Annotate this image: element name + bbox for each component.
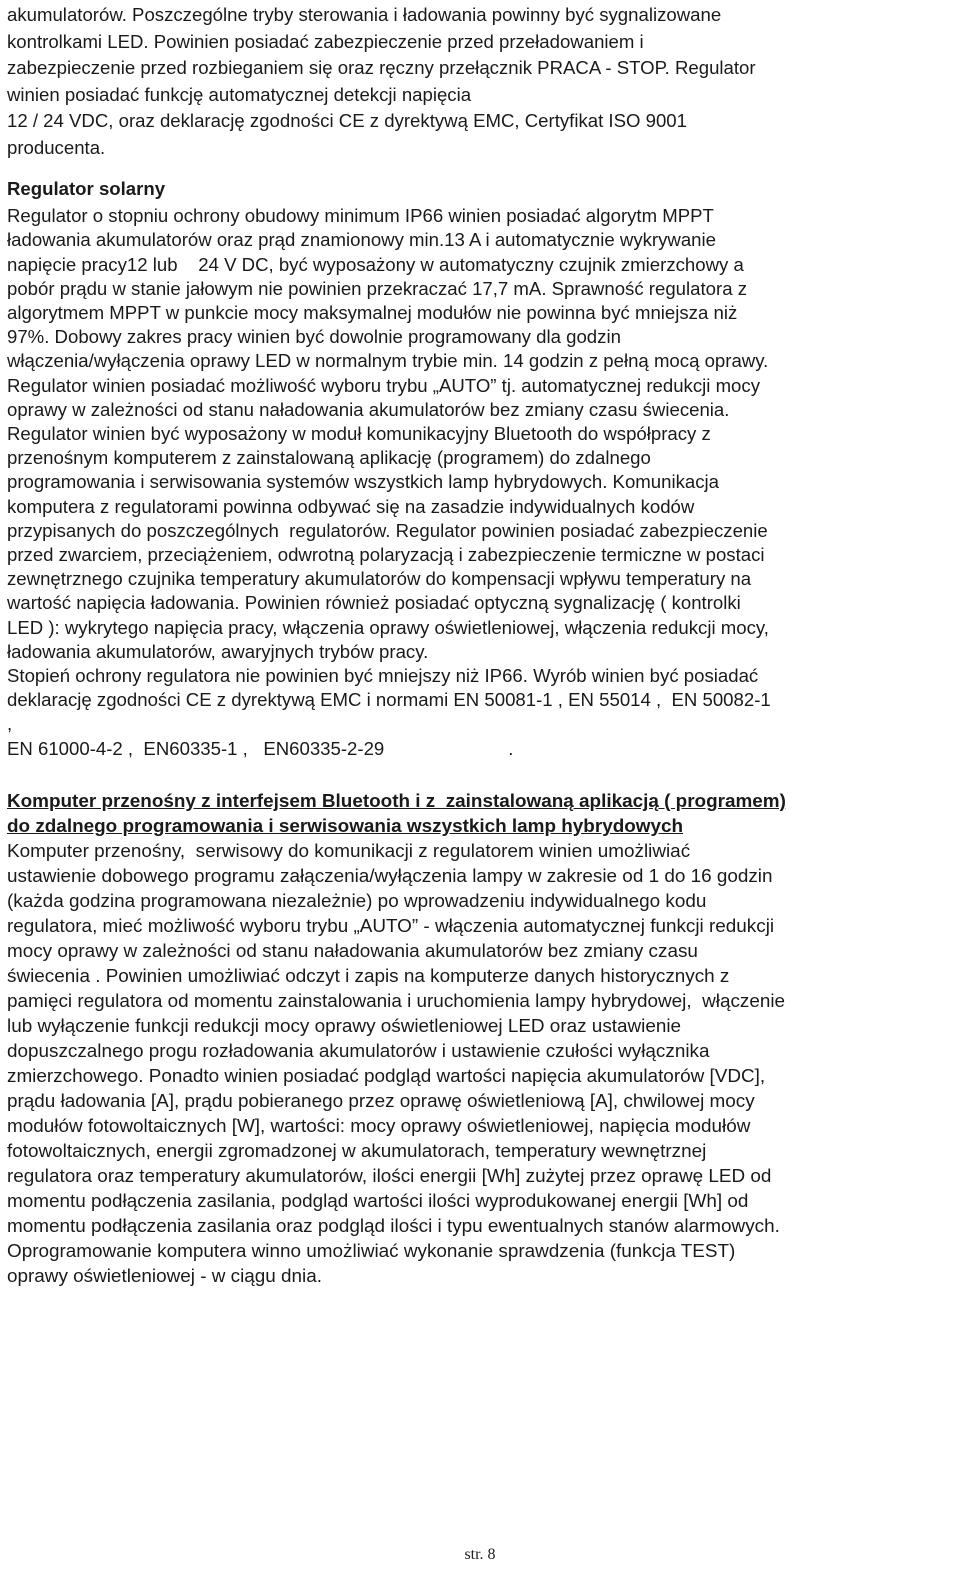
text-line: akumulatorów. Poszczególne tryby sterowania i ładowania powinny być sygnalizowane <box>7 4 722 25</box>
text-line: przypisanych do poszczególnych regulatorów. Regulator powinien posiadać zabezpieczenie <box>7 519 768 541</box>
text-line: zmierzchowego. Ponadto winien posiadać podgląd wartości napięcia akumulatorów [VDC], <box>7 1065 766 1087</box>
text-line: Regulator o stopniu ochrony obudowy minimum IP66 winien posiadać algorytm MPPT <box>7 205 714 227</box>
document-page <box>7 0 953 1289</box>
text-line: prądu ładowania [A], prądu pobieranego przez oprawę oświetleniową [A], chwilowej mocy <box>7 1090 755 1112</box>
text-line: przed zwarciem, przeciążeniem, odwrotną polaryzacją i zabezpieczenie termiczne w postaci <box>7 544 765 565</box>
page-number: str. 8 <box>464 1546 496 1563</box>
regulator-section-body <box>7 204 953 761</box>
text-line: kontrolkami LED. Powinien posiadać zabezpieczenie przed przeładowaniem i <box>7 30 644 52</box>
text-line: regulatora oraz temperatury akumulatorów, ilości energii [Wh] zużytej przez oprawę LED od <box>7 1165 772 1187</box>
text-line: dopuszczalnego progu rozładowania akumulatorów i ustawienie czułości wyłącznika <box>7 1040 710 1062</box>
text-line: świecenia . Powinien umożliwiać odczyt i zapis na komputerze danych historycznych z <box>7 965 730 987</box>
text-line: fotowoltaicznych, energii zgromadzonej w akumulatorach, temperatury wewnętrznej <box>7 1140 707 1162</box>
text-line: 97%. Dobowy zakres pracy winien być dowolnie programowany dla godzin <box>7 326 621 348</box>
text-line: Oprogramowanie komputera winno umożliwiać wykonanie sprawdzenia (funkcja TEST) <box>7 1240 736 1262</box>
text-line: zewnętrznego czujnika temperatury akumulatorów do kompensacji wpływu temperatury na <box>7 568 752 590</box>
text-line: programowania i serwisowania systemów wszystkich lamp hybrydowych. Komunikacja <box>7 471 719 493</box>
text-line: lub wyłączenie funkcji redukcji mocy oprawy oświetleniowej LED oraz ustawienie <box>7 1015 682 1037</box>
text-line: oprawy w zależności od stanu naładowania akumulatorów bez zmiany czasu świecenia. <box>7 398 730 420</box>
text-line: momentu podłączenia zasilania, podgląd wartości ilości wyprodukowanej energii [Wh] od <box>7 1190 749 1212</box>
text-line: napięcie pracy12 lub 24 V DC, być wyposażony w automatyczny czujnik zmierzchowy a <box>7 253 744 275</box>
section-heading-computer-cont: do zdalnego programowania i serwisowania wszystkich lamp hybrydowych <box>7 815 684 837</box>
computer-section <box>7 789 953 1289</box>
text-line: Regulator winien być wyposażony w moduł komunikacyjny Bluetooth do współpracy z <box>7 422 711 444</box>
text-line: producenta. <box>7 136 106 158</box>
text-line: oprawy oświetleniowej - w ciągu dnia. <box>7 1265 322 1287</box>
text-line: komputera z regulatorami powinna odbywać się na zasadzie indywidualnych kodów <box>7 495 695 517</box>
text-line: Komputer przenośny, serwisowy do komunikacji z regulatorem winien umożliwiać <box>7 840 691 862</box>
text-line: regulatora, mieć możliwość wyboru trybu „AUTO” - włączenia automatycznej funkcji redukcji <box>7 915 775 937</box>
text-line: Stopień ochrony regulatora nie powinien być mniejszy niż IP66. Wyrób winien być posiadać <box>7 665 759 687</box>
text-line: Regulator winien posiadać możliwość wyboru trybu „AUTO” tj. automatycznej redukcji mocy <box>7 374 760 396</box>
text-line: ładowania akumulatorów oraz prąd znamionowy min.13 A i automatycznie wykrywanie <box>7 229 716 251</box>
text-line: przenośnym komputerem z zainstalowaną aplikację (programem) do zdalnego <box>7 447 651 469</box>
text-line: EN 61000-4-2 , EN60335-1 , EN60335-2-29 . <box>7 737 514 759</box>
text-line: ustawienie dobowego programu załączenia/wyłączenia lampy w zakresie od 1 do 16 godzin <box>7 865 773 887</box>
text-line: winien posiadać funkcję automatycznej detekcji napięcia <box>7 83 472 105</box>
text-line: pobór prądu w stanie jałowym nie powinien przekraczać 17,7 mA. Sprawność regulatora z <box>7 277 747 299</box>
text-line: , <box>7 713 13 735</box>
text-line: zabezpieczenie przed rozbieganiem się oraz ręczny przełącznik PRACA - STOP. Regulator <box>7 57 756 79</box>
text-line: (każda godzina programowana niezależnie) po wprowadzeniu indywidualnego kodu <box>7 890 707 912</box>
text-line: pamięci regulatora od momentu zainstalowania i uruchomienia lampy hybrydowej, włączenie <box>7 990 786 1012</box>
text-line: włączenia/wyłączenia oprawy LED w normalnym trybie min. 14 godzin z pełną mocą oprawy. <box>7 350 769 372</box>
text-line: ładowania akumulatorów, awaryjnych trybów pracy. <box>7 640 429 662</box>
text-line: wartość napięcia ładowania. Powinien również posiadać optyczną sygnalizację ( kontrolki <box>7 592 741 614</box>
section-title-regulator: Regulator solarny <box>7 177 166 199</box>
text-line: modułów fotowoltaicznych [W], wartości: mocy oprawy oświetleniowej, napięcia modułów <box>7 1115 751 1137</box>
text-line: 12 / 24 VDC, oraz deklarację zgodności CE z dyrektywą EMC, Certyfikat ISO 9001 <box>7 110 687 132</box>
text-line: mocy oprawy w zależności od stanu naładowania akumulatorów bez zmiany czasu <box>7 940 698 962</box>
text-line: momentu podłączenia zasilania oraz podgląd ilości i typu ewentualnych stanów alarmowych. <box>7 1215 780 1237</box>
text-line: deklarację zgodności CE z dyrektywą EMC i normami EN 50081-1 , EN 55014 , EN 50082-1 <box>7 689 771 711</box>
text-line: algorytmem MPPT w punkcie mocy maksymalnej modułów nie powinna być mniejsza niż <box>7 301 738 323</box>
section-heading-computer: Komputer przenośny z interfejsem Bluetooth i z zainstalowaną aplikacją ( programem) <box>7 790 786 812</box>
text-line: LED ): wykrytego napięcia pracy, włączenia oprawy oświetleniowej, włączenia redukcji mocy, <box>7 616 769 638</box>
intro-paragraph <box>7 2 953 202</box>
